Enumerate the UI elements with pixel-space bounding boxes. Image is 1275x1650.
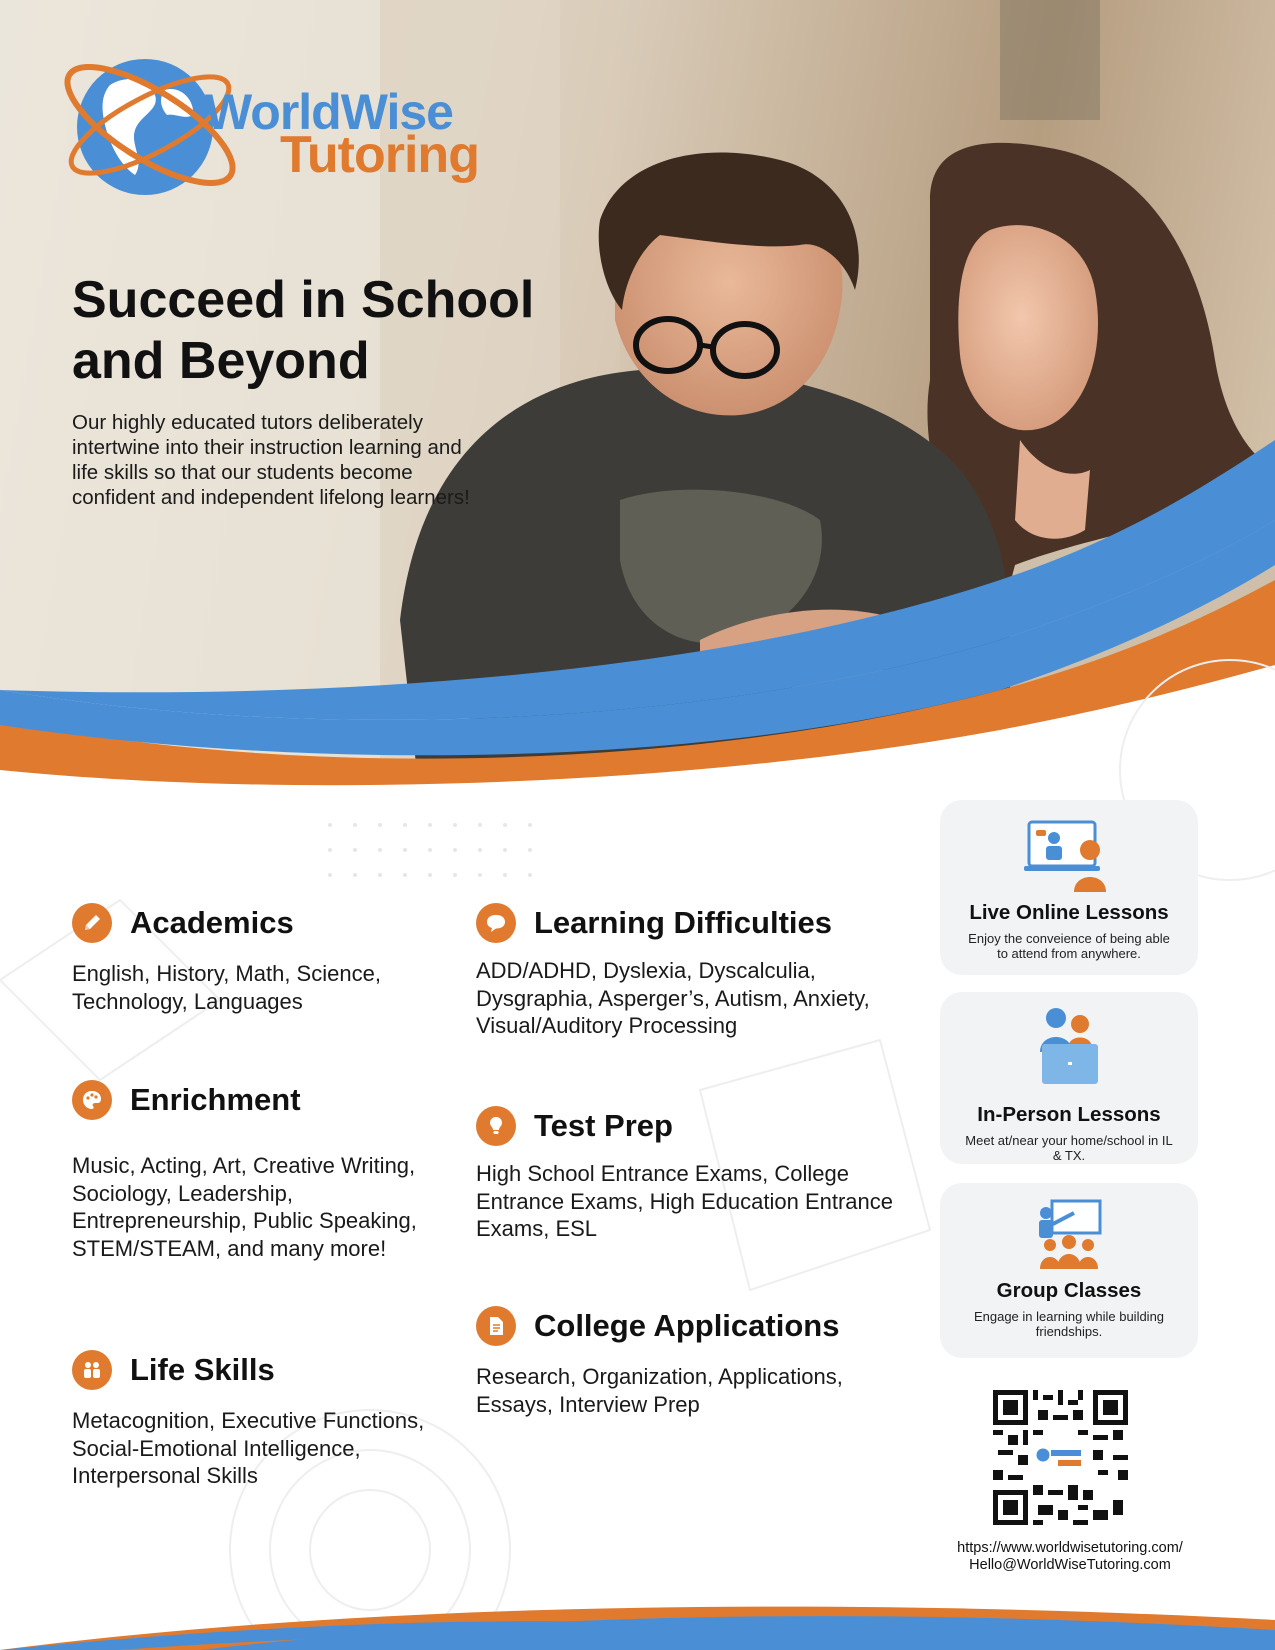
logo-word-tutoring: Tutoring [280, 126, 479, 184]
section-learning-difficulties [476, 903, 896, 1040]
page-headline: Succeed in School and Beyond [72, 271, 535, 390]
card-title: In-Person Lessons [977, 1103, 1161, 1126]
in-person-icon [1034, 1004, 1104, 1089]
section-body: Music, Acting, Art, Creative Writing, Sociology, Leadership, Entrepreneurship, Public Speaking, STEM/STEAM, and many more! [72, 1153, 417, 1261]
contact-info [920, 1540, 1220, 1574]
card-group-classes [940, 1183, 1198, 1358]
qr-code[interactable] [993, 1390, 1128, 1525]
card-title: Group Classes [996, 1279, 1142, 1302]
logo-word-worldwise: WorldWise [205, 84, 453, 140]
intro-paragraph: Our highly educated tutors deliberately intertwine into their instruction learning and life skills so that our students become confident and independent lifelong learners! [72, 411, 470, 509]
card-description: Meet at/near your home/school in IL & TX. [965, 1133, 1173, 1163]
card-in-person-lessons [940, 992, 1198, 1164]
website-link[interactable]: https://www.worldwisetutoring.com/ [957, 1540, 1183, 1556]
pencil-icon [72, 903, 112, 943]
video-call-icon [1024, 820, 1114, 895]
section-body: High School Entrance Exams, College Entrance Exams, High Education Entrance Exams, ESL [476, 1161, 894, 1241]
section-enrichment [72, 1080, 452, 1262]
lightbulb-icon [476, 1106, 516, 1146]
section-body: English, History, Math, Science, Technology, Languages [72, 961, 381, 1014]
section-title: College Applications [534, 1308, 840, 1343]
section-life-skills [72, 1350, 452, 1490]
section-title: Learning Difficulties [534, 905, 832, 940]
section-college-applications [476, 1306, 896, 1418]
document-icon [476, 1306, 516, 1346]
card-description: Enjoy the conveience of being able to attend from anywhere. [968, 931, 1170, 961]
footer-wave [0, 1595, 1275, 1650]
section-body: Research, Organization, Applications, Essays, Interview Prep [476, 1364, 843, 1417]
speech-bubble-icon [476, 903, 516, 943]
section-body: ADD/ADHD, Dyslexia, Dyscalculia, Dysgraphia, Asperger’s, Autism, Anxiety, Visual/Auditory Processing [476, 958, 870, 1038]
section-test-prep [476, 1106, 896, 1243]
section-body: Metacognition, Executive Functions, Social-Emotional Intelligence, Interpersonal Skills [72, 1408, 425, 1488]
section-title: Life Skills [130, 1352, 275, 1387]
email-link[interactable]: Hello@WorldWiseTutoring.com [969, 1557, 1171, 1573]
card-live-online-lessons [940, 800, 1198, 975]
section-title: Enrichment [130, 1082, 301, 1117]
section-title: Test Prep [534, 1108, 673, 1143]
card-title: Live Online Lessons [969, 901, 1169, 924]
group-class-icon [1034, 1199, 1104, 1271]
hero-wave-divider [0, 0, 1275, 820]
people-icon [72, 1350, 112, 1390]
card-description: Engage in learning while building friendships. [973, 1309, 1165, 1339]
section-title: Academics [130, 905, 294, 940]
palette-icon [72, 1080, 112, 1120]
section-academics [72, 903, 452, 1015]
